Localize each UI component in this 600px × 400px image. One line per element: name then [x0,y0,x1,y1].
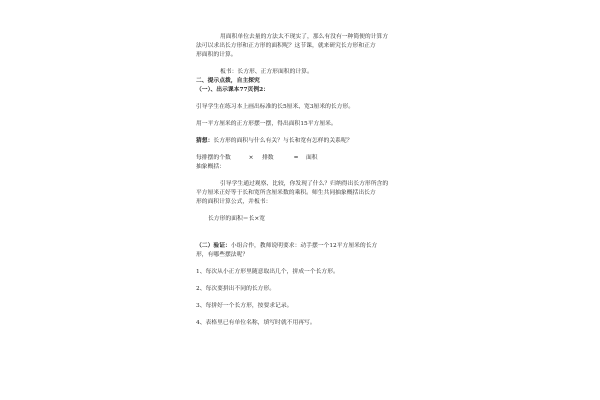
paragraph-line: 形面积的计算。 [196,52,237,58]
word-formula [196,154,406,163]
guess-label: 猜想： [196,138,214,144]
list-item: 3、每拼好一个长方形，按要求记录。 [196,303,293,309]
formula-operator: = [293,155,299,161]
paragraph-line: 用一平方厘米的正方形摆一摆，得出面积15平方厘米。 [196,121,337,127]
verify-label: （二）验证： [196,243,231,249]
verify-text: 小组合作，教师说明要求：动手摆一个12平方厘米的长方 [230,243,378,249]
board-note: 板书：长方形、正方形面积的计算。 [220,69,313,75]
guess-line [196,137,406,146]
paragraph-line: 法可以求出长方形和正方形的面积呢？这节课，就来研究长方形和正方 [196,43,376,49]
guess-text: 长方形的面积与什么有关？与长和宽有怎样的关系呢？ [213,138,353,144]
list-item: 2、每次要拼出不同的长方形。 [196,286,276,292]
paragraph-line: 形的面积计算公式，并板书： [196,199,272,205]
formula-operator: × [248,155,254,161]
section-heading: 二、提示点拨，自主探究 [196,78,260,84]
formula-term: 排数 [262,155,274,161]
formula-term: 每排摆的个数 [196,155,231,161]
area-formula: 长方形的面积＝长×宽 [208,216,266,222]
paragraph-line: 形，有哪些摆法呢？ [196,252,249,258]
paragraph-line: 用面积单位去量的方法太不现实了，那么有没有一种简便的计算方 [220,34,389,40]
paragraph-line: 平方厘米正好等于长和宽所含厘米数的乘积。师生共同抽象概括出长方 [196,190,376,196]
subsection-heading: （一）、出示课本77页例2： [196,87,269,93]
list-item: 1、每次从小正方形里随意取出几个，拼成一个长方形。 [196,269,339,275]
list-item: 4、表格里已有单位名称，填写时就不用再写。 [196,320,316,326]
verify-line [196,242,406,251]
abstract-label: 抽象概括： [196,164,225,170]
paragraph-line: 引导学生通过观察、比较，你发现了什么？归纳得出长方形所含的 [220,181,389,187]
document-content [196,33,406,328]
formula-term: 面积 [306,155,318,161]
paragraph-line: 引导学生在练习本上画出标准的长5厘米、宽3厘米的长方形。 [196,104,355,110]
